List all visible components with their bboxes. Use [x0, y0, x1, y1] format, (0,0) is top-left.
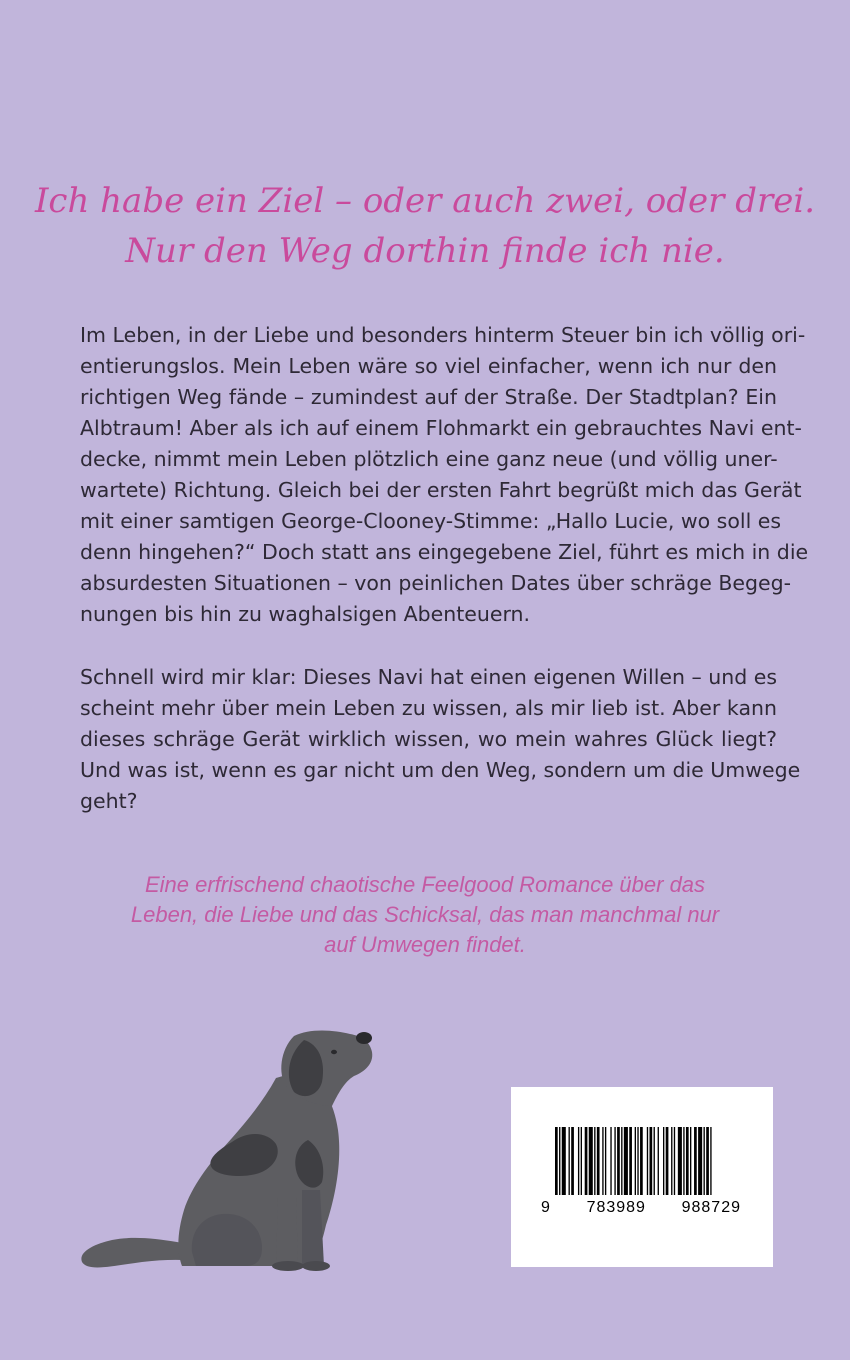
barcode-bar — [617, 1127, 620, 1195]
sitting-dog-icon — [72, 1020, 384, 1280]
blurb-paragraph-2 — [80, 662, 801, 817]
barcode-bar — [637, 1127, 638, 1195]
dog-eye — [331, 1050, 337, 1054]
blurb-line: Im Leben, in der Liebe und besonders hinterm Steuer bin ich völlig ori- — [80, 323, 806, 347]
isbn-group-2: 988729 — [681, 1199, 741, 1216]
isbn-group-1: 783989 — [586, 1199, 646, 1216]
pitch-text — [0, 870, 850, 960]
barcode-bar — [678, 1127, 682, 1195]
dog-paw — [302, 1261, 330, 1271]
blurb-line: absurdesten Situationen – von peinlichen Dates über schräge Begeg- — [80, 571, 792, 595]
blurb-line: Albtraum! Aber als ich auf einem Flohmarkt ein gebrauchtes Navi ent- — [80, 416, 802, 440]
blurb-line: geht? — [80, 789, 138, 813]
barcode-bar — [610, 1127, 611, 1195]
dog-paw — [272, 1261, 304, 1271]
blurb-line: entierungslos. Mein Leben wäre so viel einfacher, wenn ich nur den — [80, 354, 777, 378]
barcode-bar — [621, 1127, 622, 1195]
barcode-bar — [597, 1127, 600, 1195]
tagline — [0, 176, 850, 276]
barcode-bar — [706, 1127, 709, 1195]
barcode-bar — [666, 1127, 669, 1195]
barcode-bar — [559, 1127, 560, 1195]
blurb-line: decke, nimmt mein Leben plötzlich eine ganz neue (und völlig uner- — [80, 447, 778, 471]
barcode-bar — [654, 1127, 655, 1195]
barcode-bar — [624, 1127, 628, 1195]
barcode-bar — [647, 1127, 648, 1195]
blurb-line: nungen bis hin zu waghalsigen Abenteuern. — [80, 602, 531, 626]
barcode-bar — [674, 1127, 675, 1195]
barcode-bar — [594, 1127, 595, 1195]
dog-nose — [356, 1032, 372, 1044]
barcode-bar — [602, 1127, 603, 1195]
blurb-line: mit einer samtigen George-Clooney-Stimme: „Hallo Lucie, wo soll es — [80, 509, 782, 533]
barcode-bar — [629, 1127, 632, 1195]
barcode-bar — [562, 1127, 566, 1195]
blurb-line: denn hingehen?“ Doch statt ans eingegebene Ziel, führt es mich in die — [80, 540, 809, 564]
barcode-bar — [690, 1127, 691, 1195]
pitch-line-2: Leben, die Liebe und das Schicksal, das man manchmal nur — [130, 902, 720, 927]
tagline-line-1: Ich habe ein Ziel – oder auch zwei, oder drei. — [34, 181, 816, 221]
barcode-bar — [694, 1127, 697, 1195]
blurb-line: dieses schräge Gerät wirklich wissen, wo mein wahres Glück liegt? — [80, 727, 777, 751]
blurb-line: richtigen Weg fände – zumindest auf der Straße. Der Stadtplan? Ein — [80, 385, 777, 409]
blurb-line: Schnell wird mir klar: Dieses Navi hat einen eigenen Willen – und es — [80, 665, 778, 689]
barcode-bar — [585, 1127, 588, 1195]
blurb-line: Und was ist, wenn es gar nicht um den Weg, sondern um die Umwege — [80, 758, 801, 782]
barcode-bar — [635, 1127, 636, 1195]
barcode-bar — [650, 1127, 653, 1195]
tagline-line-2: Nur den Weg dorthin finde ich nie. — [125, 231, 725, 271]
barcode-bar — [686, 1127, 689, 1195]
pitch-line-3: auf Umwegen findet. — [324, 932, 526, 957]
barcode-bar — [704, 1127, 705, 1195]
barcode-bar — [658, 1127, 659, 1195]
blurb-line: scheint mehr über mein Leben zu wissen, als mir lieb ist. Aber kann — [80, 696, 777, 720]
barcode-bar — [569, 1127, 570, 1195]
barcode-bar — [571, 1127, 574, 1195]
barcode-bar — [605, 1127, 606, 1195]
barcode — [511, 1087, 773, 1267]
barcode-bar — [698, 1127, 702, 1195]
barcode-bar — [710, 1127, 711, 1195]
barcode-bars — [511, 1087, 773, 1267]
barcode-bar — [589, 1127, 593, 1195]
barcode-bar — [640, 1127, 643, 1195]
barcode-bar — [578, 1127, 579, 1195]
blurb-paragraph-1 — [80, 320, 809, 630]
barcode-bar — [555, 1127, 558, 1195]
barcode-bar — [581, 1127, 582, 1195]
barcode-bar — [614, 1127, 615, 1195]
isbn-first-digit: 9 — [541, 1199, 551, 1216]
barcode-bar — [683, 1127, 684, 1195]
isbn-number — [541, 1199, 741, 1217]
dog-front-leg — [276, 1196, 298, 1266]
barcode-bar — [671, 1127, 672, 1195]
pitch-line-1: Eine erfrischend chaotische Feelgood Romance über das — [144, 872, 706, 897]
blurb-line: wartete) Richtung. Gleich bei der ersten Fahrt begrüßt mich das Gerät — [80, 478, 802, 502]
barcode-bar — [663, 1127, 664, 1195]
